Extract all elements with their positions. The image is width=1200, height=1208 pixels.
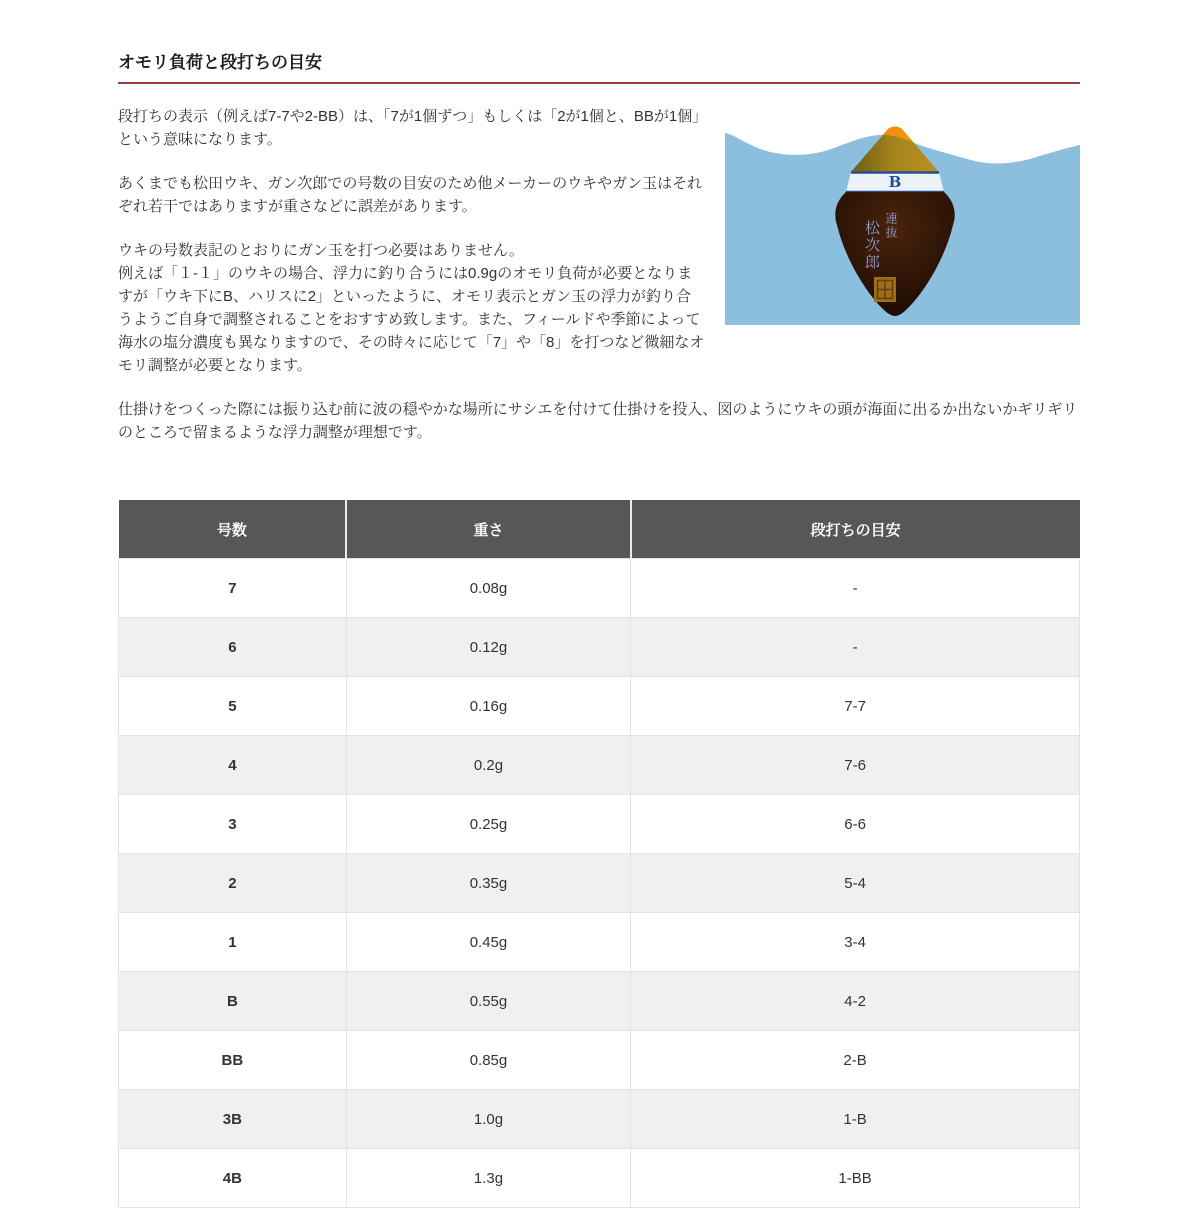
table-row: [119, 736, 1080, 795]
article-page: [118, 0, 1080, 1208]
cell-size: BB: [119, 1031, 347, 1090]
maker-seal-icon: [874, 277, 896, 302]
float-brand-text-left: 松次郎: [863, 220, 881, 271]
table-row: [119, 854, 1080, 913]
cell-weight: 0.25g: [346, 795, 630, 854]
cell-guide: 7-6: [631, 736, 1080, 795]
cell-size: 3: [119, 795, 347, 854]
article-content: [118, 105, 1080, 444]
table-header-row: [119, 500, 1080, 559]
cell-size: 5: [119, 677, 347, 736]
paragraph-buoyancy-check: 仕掛けをつくった際には振り込む前に波の穏やかな場所にサシエを付けて仕掛けを投入、図のようにウキの頭が海面に出るか出ないかギリギリのところで留まるような浮力調整が理想です。: [118, 401, 1078, 441]
cell-weight: 0.45g: [346, 913, 630, 972]
paragraph-stage-notation: 段打ちの表示（例えば7-7や2-BB）は、「7が1個ずつ」もしくは「2が1個と、BBが1個」という意味になります。: [118, 108, 700, 148]
paragraph-maker-note: あくまでも松田ウキ、ガン次郎での号数の目安のため他メーカーのウキやガン玉はそれぞれ若干ではありますが重さなどに誤差があります。: [118, 175, 703, 215]
cell-guide: -: [631, 618, 1080, 677]
table-row: [119, 559, 1080, 618]
cell-guide: 6-6: [631, 795, 1080, 854]
cell-size: 4: [119, 736, 347, 795]
table-row: [119, 618, 1080, 677]
table-row: [119, 1090, 1080, 1149]
cell-weight: 0.35g: [346, 854, 630, 913]
cell-size: B: [119, 972, 347, 1031]
cell-weight: 1.3g: [346, 1149, 630, 1208]
cell-weight: 0.16g: [346, 677, 630, 736]
cell-size: 1: [119, 913, 347, 972]
cell-guide: 2-B: [631, 1031, 1080, 1090]
paragraph-adjustment-advice-line1: ウキの号数表記のとおりにガン玉を打つ必要はありません。: [118, 242, 524, 259]
cell-guide: -: [631, 559, 1080, 618]
table-row: [119, 972, 1080, 1031]
float-size-label: B: [888, 173, 902, 191]
weight-load-table: [118, 500, 1080, 1208]
float-brand-text-right: 連抜: [884, 212, 898, 240]
cell-guide: 1-BB: [631, 1149, 1080, 1208]
cell-weight: 0.85g: [346, 1031, 630, 1090]
float-buoyancy-diagram: [725, 119, 1080, 325]
table-row: [119, 1031, 1080, 1090]
cell-weight: 0.12g: [346, 618, 630, 677]
cell-guide: 4-2: [631, 972, 1080, 1031]
cell-weight: 0.2g: [346, 736, 630, 795]
float-diagram-svg: [725, 119, 1080, 325]
cell-size: 2: [119, 854, 347, 913]
cell-size: 7: [119, 559, 347, 618]
table-row: [119, 913, 1080, 972]
cell-guide: 3-4: [631, 913, 1080, 972]
cell-size: 4B: [119, 1149, 347, 1208]
table-row: [119, 795, 1080, 854]
cell-guide: 7-7: [631, 677, 1080, 736]
cell-guide: 5-4: [631, 854, 1080, 913]
section-title: オモリ負荷と段打ちの目安: [118, 48, 1080, 84]
table-row: [119, 1149, 1080, 1208]
paragraph-adjustment-advice-rest: 例えば「１-１」のウキの場合、浮力に釣り合うには0.9gのオモリ負荷が必要となりますが「ウキ下にB、ハリスに2」といったように、オモリ表示とガン玉の浮力が釣り合うようご自身で調整されることをおすすめ致します。また、フィールドや季節によって海水の塩分濃度も異なりますので、その時々に応じて「7」や「8」を打つなど微細なオモリ調整が必要となります。: [118, 265, 705, 374]
col-header-guide: 段打ちの目安: [631, 500, 1080, 559]
col-header-weight: 重さ: [346, 500, 630, 559]
cell-weight: 1.0g: [346, 1090, 630, 1149]
table-row: [119, 677, 1080, 736]
cell-size: 6: [119, 618, 347, 677]
cell-weight: 0.55g: [346, 972, 630, 1031]
cell-weight: 0.08g: [346, 559, 630, 618]
cell-guide: 1-B: [631, 1090, 1080, 1149]
cell-size: 3B: [119, 1090, 347, 1149]
col-header-size: 号数: [119, 500, 347, 559]
